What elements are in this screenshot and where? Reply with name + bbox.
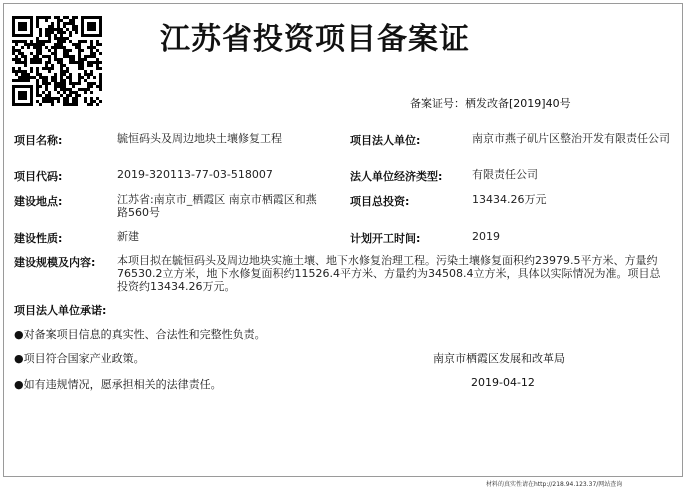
legal-entity-value: 南京市燕子矶片区整治开发有限责任公司 — [472, 132, 670, 145]
issuer-name: 南京市栖霞区发展和改革局 — [433, 352, 565, 365]
document-title: 江苏省投资项目备案证 — [160, 22, 470, 57]
qr-code — [12, 16, 102, 106]
legal-entity-label: 项目法人单位: — [350, 134, 421, 147]
scale-value: 本项目拟在毓恒码头及周边地块实施土壤、地下水修复治理工程。污染土壤修复面积约23979.5平方米、方量约76530.2立方米，地下水修复面积约11526.4平方米、方量约为34508.4立方米，具体以实际情况为准。项目总投资约13434.26万元。 — [117, 254, 661, 293]
start-time-label: 计划开工时间: — [350, 232, 421, 245]
nature-label: 建设性质: — [14, 232, 63, 245]
entity-type-value: 有限责任公司 — [472, 168, 538, 181]
commitment-item: ●如有违规情况，愿承担相关的法律责任。 — [14, 378, 222, 391]
commitment-heading: 项目法人单位承诺: — [14, 304, 107, 317]
total-investment-label: 项目总投资: — [350, 195, 410, 208]
total-investment-value: 13434.26万元 — [472, 193, 547, 206]
issue-date: 2019-04-12 — [471, 376, 535, 389]
commitment-item: ●对备案项目信息的真实性、合法性和完整性负责。 — [14, 328, 266, 341]
entity-type-label: 法人单位经济类型: — [350, 170, 443, 183]
project-name-value: 毓恒码头及周边地块土壤修复工程 — [117, 132, 282, 145]
location-value: 江苏省:南京市_栖霞区 南京市栖霞区和燕路560号 — [117, 193, 317, 219]
project-code-label: 项目代码: — [14, 170, 63, 183]
commitment-item: ●项目符合国家产业政策。 — [14, 352, 145, 365]
nature-value: 新建 — [117, 230, 139, 243]
verification-note: 材料的真实性请在http://218.94.123.37/网站查询 — [486, 481, 623, 488]
project-code-value: 2019-320113-77-03-518007 — [117, 168, 273, 181]
scale-label: 建设规模及内容: — [14, 256, 96, 269]
project-name-label: 项目名称: — [14, 134, 63, 147]
location-label: 建设地点: — [14, 195, 63, 208]
certificate-number: 备案证号：栖发改备[2019]40号 — [410, 97, 571, 110]
start-time-value: 2019 — [472, 230, 500, 243]
